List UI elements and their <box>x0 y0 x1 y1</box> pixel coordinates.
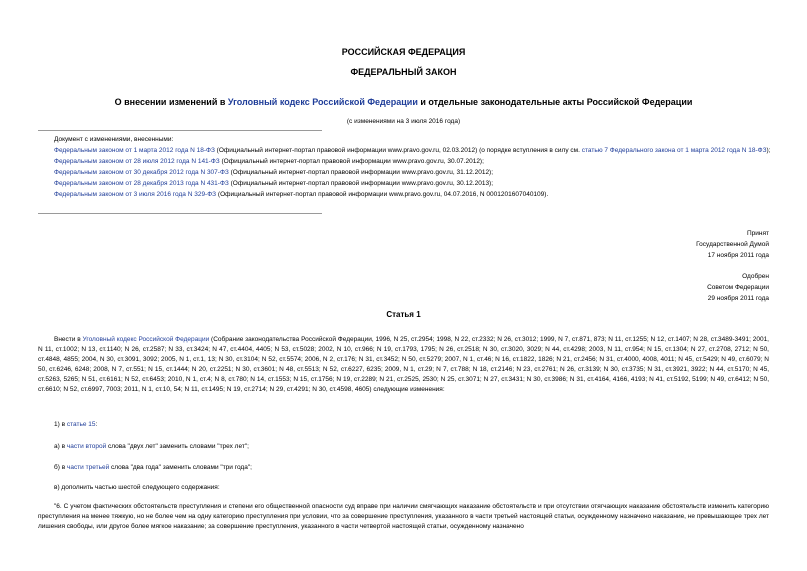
quoted-amendment-text: "6. С учетом фактических обстоятельств преступления и степени его общественной опасности суд вправе при наличии смягчающих наказание обстоятельств и при отсутствии отягчающих наказание обстоятельств изменить категорию преступления на менее тяжкую, но не более чем на одну категорию преступления при условии, что за совершение преступления, указанного в части третьей настоящей статьи, осужденному назначено наказание, не превышающее трех лет лишения свободы, или другое более мягкое наказание; за совершение преступления, указанного в части четвертой настоящей статьи, осужденному назначено <box>38 503 769 530</box>
title-text-post: и отдельные законодательные акты Российской Федерации <box>417 97 693 107</box>
amendment-item <box>38 178 773 189</box>
item-a-post: слова "двух лет" заменить словами "трех лет"; <box>106 443 249 450</box>
item-a-pre: а) в <box>54 443 67 450</box>
item-b-post: слова "два года" заменить словами "три года"; <box>109 464 252 471</box>
amendment-link-431fz[interactable]: Федеральным законом от 28 декабря 2013 года N 431-ФЗ <box>54 180 229 187</box>
bottom-divider <box>38 213 322 214</box>
item-a <box>54 442 785 452</box>
approved-date: 29 ноября 2011 года <box>707 295 769 302</box>
amendment-item <box>38 167 773 178</box>
item-b-pre: б) в <box>54 464 67 471</box>
part-three-link[interactable]: части третьей <box>66 464 110 471</box>
law-type-heading: ФЕДЕРАЛЬНЫЙ ЗАКОН <box>350 67 457 77</box>
amendments-heading: Документ с изменениями, внесенными: <box>54 136 174 143</box>
item-c: в) дополнить частью шестой следующего содержания: <box>54 484 220 491</box>
intro-text: (Собрание законодательства Российской Федерации, 1996, N 25, ст.2954; 1998, N 22, ст.2332; N 26, ст.3012; 1999, N 7, ст.871, 873; N 11, ст.1255; N 12, ст.1407; N 28, ст.3489-3491; 2001, N 11, ст.1002; N 13, ст.1140; N 26, ст.2587; N 33, ст.3424; N 47, ст.4404, 4405; N 53, ст.5028; 2002, N 10, ст.966; N 19, ст.1793, 1795; N 26, ст.2518; N 30, ст.3020, 3029; N 44, ст.4298; 2003, N 11, ст.954; N 15, ст.1304; N 27, ст.2708, 2712; N 50, ст.4848, 4855; 2004, N 30, ст.3091, 3092; 2005, N 1, ст.1, 13; N 30, ст.3104; N 52, ст.5574; 2006, N 2, ст.176; N 31, ст.3452; N 50, ст.5279; 2007, N 1, ст.46; N 16, ст.1822, 1826; N 21, ст.2456; N 31, ст.4000, 4008, 4011; N 45, ст.5429; N 49, ст.6079; N 50, ст.6246, 6248; 2008, N 7, ст.551; N 15, ст.1444; N 20, ст.2251; N 30, ст.3601; N 48, ст.5513; N 52, ст.6227, 6235; 2009, N 1, ст.29; N 7, ст.788; N 18, ст.2146; N 23, ст.2761; N 26, ст.3139; N 30, ст.3735; N 31, ст.3921, 3922; N 44, ст.5170; N 45, ст.5263, 5265; N 51, ст.6161; N 52, ст.6453; 2010, N 1, ст.4; N 8, ст.780; N 14, ст.1553; N 15, ст.1756; N 19, ст.2289; N 21, ст.2525, 2530; N 25, ст.3071; N 27, ст.3431; N 30, ст.3986; N 31, ст.4164, 4166, 4193; N 41, ст.5192, 5199; N 49, ст.6412; N 50, ст.6610; N 52, ст.6997, 7003; 2011, N 1, ст.10, 54; N 11, ст.1495; N 19, ст.2714; N 29, ст.4291; N 30, ст.4598, 4605) следующие изменения: <box>38 336 769 393</box>
edition-note: (с изменениями на 3 июля 2016 года) <box>346 118 461 125</box>
amendment-link-141fz[interactable]: Федеральным законом от 28 июля 2012 года N 141-ФЗ <box>54 158 220 165</box>
amendment-link-18fz[interactable]: Федеральным законом от 1 марта 2012 года N 18-ФЗ <box>54 147 215 154</box>
amendment-item <box>38 189 773 200</box>
part-two-link[interactable]: части второй <box>66 443 107 450</box>
approved-label: Одобрен <box>742 273 769 280</box>
item-1-pre: 1) в <box>54 421 67 428</box>
article-15-link[interactable]: статье 15 <box>66 421 96 428</box>
amendment-source: (Официальный интернет-портал правовой информации www.pravo.gov.ru, 31.12.2012); <box>228 169 494 176</box>
top-divider <box>38 130 322 131</box>
amendments-block <box>38 134 773 200</box>
adopted-by: Государственной Думой <box>696 241 769 248</box>
amendment-source: (Официальный интернет-портал правовой информации www.pravo.gov.ru, 30.12.2013); <box>228 180 494 187</box>
amendment-source: (Официальный интернет-портал правовой информации www.pravo.gov.ru, 04.07.2016, N 0001201607040109). <box>216 191 549 198</box>
article-intro <box>38 335 769 395</box>
adopted-date: 17 ноября 2011 года <box>707 252 769 259</box>
criminal-code-title-link[interactable]: Уголовный кодекс Российской Федерации <box>227 97 418 107</box>
item-1 <box>54 420 785 430</box>
amendment-source: (Официальный интернет-портал правовой информации www.pravo.gov.ru, 02.03.2012) (о порядке вступления в силу см. <box>214 147 582 154</box>
approved-by: Советом Федерации <box>707 284 769 291</box>
amendment-link-329fz[interactable]: Федеральным законом от 3 июля 2016 года N 329-ФЗ <box>54 191 217 198</box>
article-heading: Статья 1 <box>386 310 421 319</box>
document-title <box>0 97 807 107</box>
item-b <box>54 463 785 473</box>
intro-pre: Внести в <box>54 336 83 343</box>
adoption-gap <box>696 261 769 271</box>
amendment-item <box>38 145 773 156</box>
country-heading: РОССИЙСКАЯ ФЕДЕРАЦИЯ <box>341 47 466 57</box>
criminal-code-link[interactable]: Уголовный кодекс Российской Федерации <box>82 336 210 343</box>
adoption-block <box>696 228 769 304</box>
amendment-item <box>38 156 773 167</box>
amendment-tail: ); <box>766 147 771 154</box>
title-text-pre: О внесении изменений в <box>114 97 228 107</box>
adopted-label: Принят <box>746 230 769 237</box>
item-1-post: : <box>95 421 98 428</box>
amendment-source: (Официальный интернет-портал правовой информации www.pravo.gov.ru, 30.07.2012); <box>219 158 484 165</box>
amendment-link-article7[interactable]: статью 7 Федерального закона от 1 марта 2012 года N 18-ФЗ <box>581 147 767 154</box>
amendment-link-307fz[interactable]: Федеральным законом от 30 декабря 2012 года N 307-ФЗ <box>54 169 229 176</box>
